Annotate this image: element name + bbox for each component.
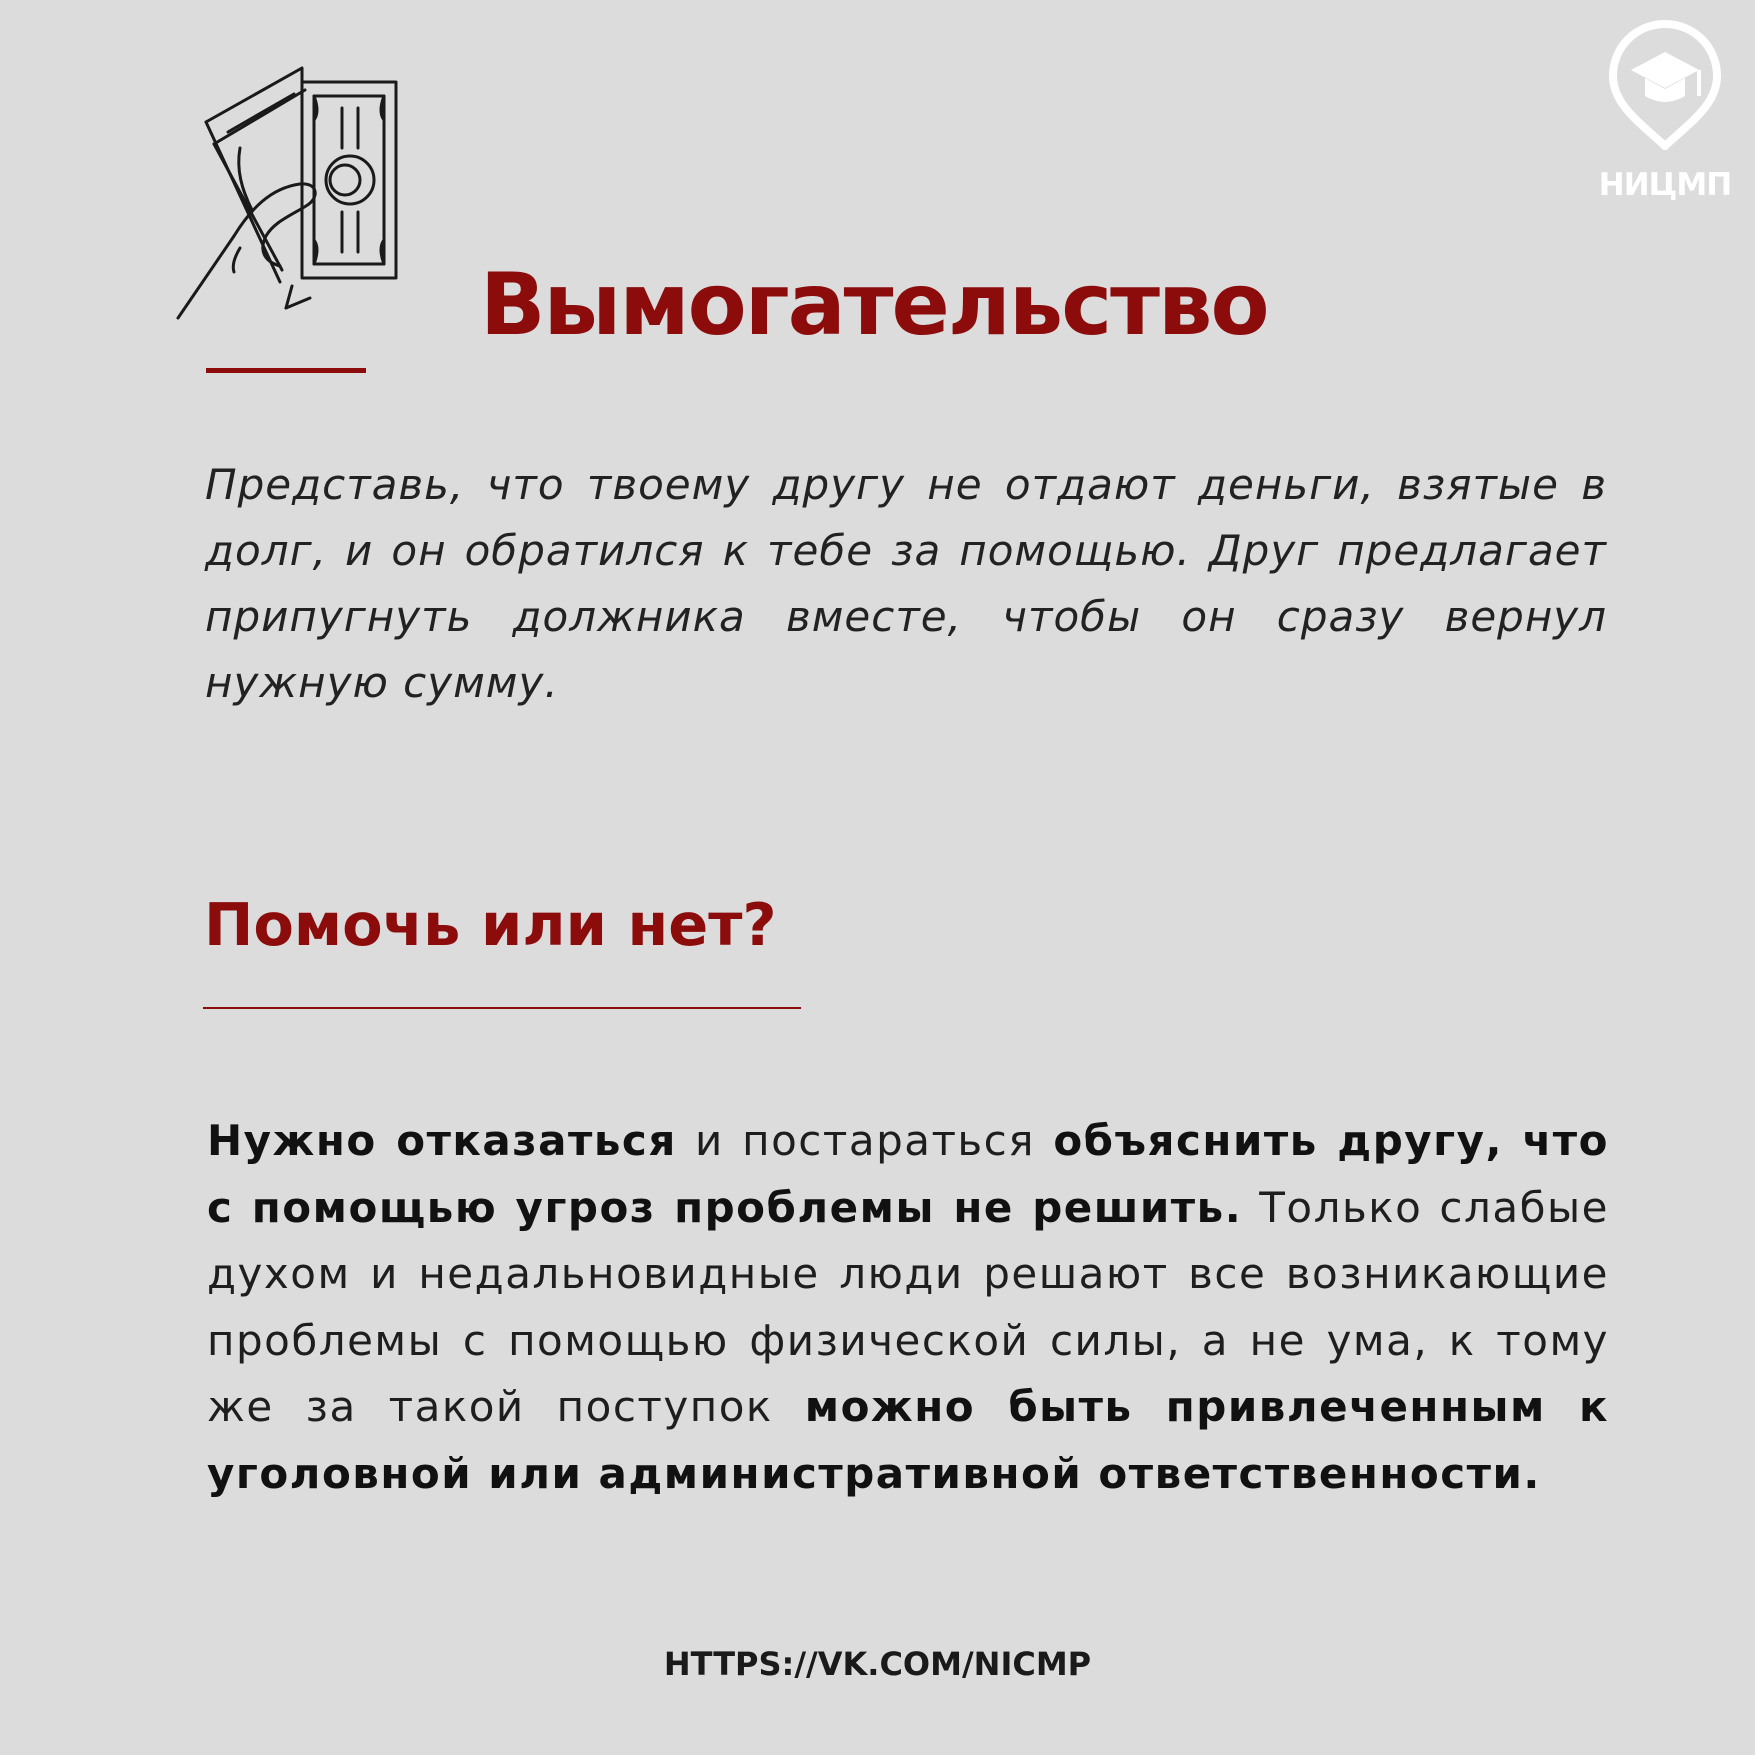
page-title: Вымогательство [480,255,1268,355]
title-underline [206,368,366,373]
logo [1585,18,1745,203]
hand-holding-money-icon [170,60,430,322]
intro-paragraph: Представь, что твоему другу не отдают деньги, взятые в долг, и он обратился к тебе за помощью. Друг предлагает припугнуть должника вместе, чтобы он сразу вернул нужную сумму. [205,460,1607,707]
answer-bold-liability: можно быть привлеченным к уголовной или административной ответственности. [207,1382,1610,1498]
graduation-cap-pin-icon [1605,18,1725,150]
footer-link[interactable]: HTTPS://VK.COM/NICMP [663,1645,1092,1683]
section-underline [203,1007,801,1009]
answer-text-2: Только слабые духом и недальновидные люди решают все возникающие проблемы с помощью физической силы, а не ума, к тому же за такой поступок [207,1182,1609,1431]
section-heading: Помочь или нет? [204,890,777,959]
logo-text: НИЦМП [1598,167,1732,203]
answer-bold-refuse: Нужно отказаться [207,1116,677,1165]
answer-paragraph [207,1108,1609,1507]
answer-bold-explain: объяснить другу, что с помощью угроз проблемы не решить. [207,1116,1610,1232]
answer-text-1: и постараться [676,1116,1054,1165]
